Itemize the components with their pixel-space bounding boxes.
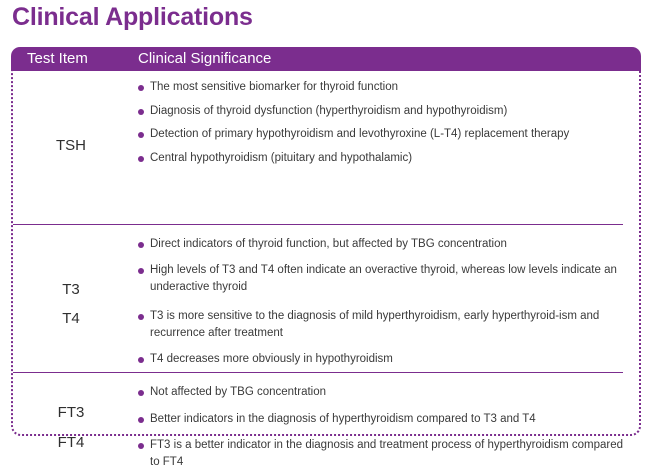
significance-item: Direct indicators of thyroid function, but affected by TBG concentration: [137, 236, 627, 253]
clinical-applications-table: [11, 47, 641, 468]
header-test-item: Test Item: [27, 50, 88, 67]
test-item-label: TSH: [56, 137, 86, 154]
test-item-label: FT3: [57, 404, 85, 421]
significance-item: T3 is more sensitive to the diagnosis of mild hyperthyroidism, early hyperthyroid-ism and recurrence after treatment: [137, 308, 627, 342]
significance-item: High levels of T3 and T4 often indicate an overactive thyroid, whereas low levels indicate an underactive thyroid: [137, 262, 627, 296]
test-item-label: T3: [62, 281, 80, 298]
significance-item: The most sensitive biomarker for thyroid function: [137, 79, 627, 96]
test-item-label: T4: [62, 310, 80, 327]
significance-item: Central hypothyroidism (pituitary and hypothalamic): [137, 150, 627, 167]
table-row-t3-t4: [11, 224, 641, 372]
significance-item: Detection of primary hypothyroidism and levothyroxine (L-T4) replacement therapy: [137, 126, 627, 143]
table-row-tsh: [11, 71, 641, 224]
significance-item: Diagnosis of thyroid dysfunction (hyperthyroidism and hypothyroidism): [137, 103, 627, 120]
test-item-label: FT4: [57, 434, 85, 451]
significance-item: T4 decreases more obviously in hypothyroidism: [137, 351, 627, 368]
table-row-ft3-ft4: [11, 372, 641, 468]
significance-item: FT3 is a better indicator in the diagnosis and treatment process of hyperthyroidism compared to FT4: [137, 437, 627, 471]
significance-item: Better indicators in the diagnosis of hyperthyroidism compared to T3 and T4: [137, 411, 627, 428]
page-title: Clinical Applications: [12, 3, 253, 31]
significance-item: Not affected by TBG concentration: [137, 384, 627, 401]
header-clinical-significance: Clinical Significance: [138, 50, 272, 67]
table-header: [11, 47, 641, 71]
